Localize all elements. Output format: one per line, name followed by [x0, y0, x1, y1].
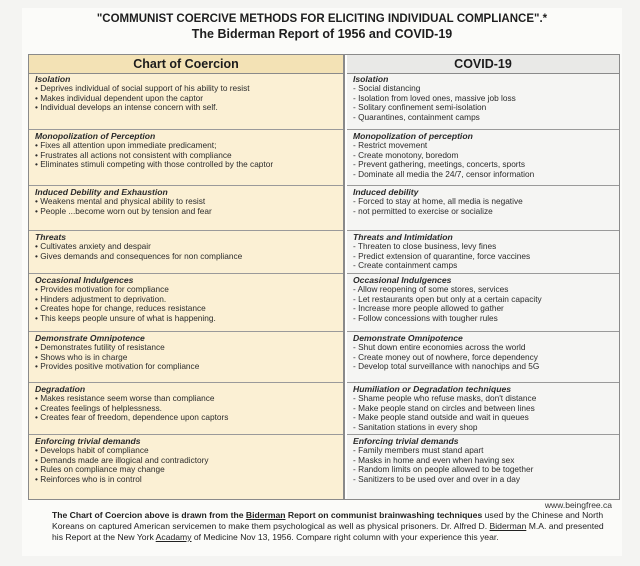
right-section: [347, 382, 619, 434]
section-item: • Frustrates all actions not consistent with compliance: [35, 151, 337, 161]
document-sheet: [22, 8, 622, 556]
footer-bold-2: Report on communist brainwashing techniques: [285, 510, 483, 520]
covid-column: [347, 55, 619, 499]
left-section: [29, 230, 343, 273]
section-title: Occasional Indulgences: [35, 275, 134, 285]
left-section: [29, 129, 343, 185]
section-item: - Shut down entire economies across the world: [353, 343, 613, 353]
section-item: - Isolation from loved ones, massive job loss: [353, 94, 613, 104]
section-item: • Eliminates stimuli competing with those controlled by the captor: [35, 160, 337, 170]
document-title: [22, 12, 622, 42]
section-item: - Random limits on people allowed to be together: [353, 465, 613, 475]
section-item-list: [353, 84, 613, 122]
left-section: [29, 434, 343, 499]
right-section: [347, 185, 619, 230]
section-item: - Follow concessions with tougher rules: [353, 314, 613, 324]
section-item: - Family members must stand apart: [353, 446, 613, 456]
section-item: - Sanitizers to be used over and over in a day: [353, 475, 613, 485]
section-item: - Create monotony, boredom: [353, 151, 613, 161]
section-item: • Provides motivation for compliance: [35, 285, 337, 295]
section-item: • Creates hope for change, reduces resistance: [35, 304, 337, 314]
right-section: [347, 273, 619, 331]
section-item: - Forced to stay at home, all media is negative: [353, 197, 613, 207]
left-section: [29, 185, 343, 230]
section-item: • Makes individual dependent upon the captor: [35, 94, 337, 104]
section-item: - Restrict movement: [353, 141, 613, 151]
section-title: Isolation: [353, 74, 389, 84]
section-item: • Shows who is in charge: [35, 353, 337, 363]
section-title: Demonstrate Omnipotence: [35, 333, 145, 343]
section-title: Occasional Indulgences: [353, 275, 452, 285]
title-line-2: The Biderman Report of 1956 and COVID-19: [191, 27, 453, 41]
section-item-list: [35, 242, 337, 261]
chart-of-coercion-column: [29, 55, 345, 499]
section-item: • Provides positive motivation for compliance: [35, 362, 337, 372]
section-title: Enforcing trivial demands: [35, 436, 141, 446]
section-title: Monopolization of perception: [353, 131, 473, 141]
section-item: • Fixes all attention upon immediate predicament;: [35, 141, 337, 151]
section-item-list: [353, 141, 613, 179]
section-item: - Make people stand on circles and between lines: [353, 404, 613, 414]
right-section: [347, 129, 619, 185]
section-item: • Weakens mental and physical ability to resist: [35, 197, 337, 207]
footer-note: [52, 510, 612, 543]
section-item: - Predict extension of quarantine, force vaccines: [353, 252, 613, 262]
section-item-list: [35, 197, 337, 216]
section-title: Induced debility: [353, 187, 419, 197]
section-item: • Makes resistance seem worse than compliance: [35, 394, 337, 404]
right-section: [347, 331, 619, 382]
section-item: • Deprives individual of social support of his ability to resist: [35, 84, 337, 94]
section-item: - Dominate all media the 24/7, censor information: [353, 170, 613, 180]
section-item: • Develops habit of compliance: [35, 446, 337, 456]
section-item: • People ...become worn out by tension and fear: [35, 207, 337, 217]
section-item: - Quarantines, containment camps: [353, 113, 613, 123]
section-item: - Develop total surveillance with nanochips and 5G: [353, 362, 613, 372]
section-item: - Create containment camps: [353, 261, 613, 271]
section-item: - Create money out of nowhere, force dependency: [353, 353, 613, 363]
section-item: - Masks in home and even when having sex: [353, 456, 613, 466]
section-item: • Cultivates anxiety and despair: [35, 242, 337, 252]
footer-text-2: M.A. and presented his Report at the New York: [52, 521, 604, 542]
section-title: Enforcing trivial demands: [353, 436, 459, 446]
section-title: Humiliation or Degradation techniques: [353, 384, 512, 394]
section-item: - Threaten to close business, levy fines: [353, 242, 613, 252]
section-title: Degradation: [35, 384, 86, 394]
section-item: - Make people stand outside and wait in queues: [353, 413, 613, 423]
right-section: [347, 230, 619, 273]
section-item-list: [353, 197, 613, 216]
section-item: • Hinders adjustment to deprivation.: [35, 295, 337, 305]
section-item: - Let restaurants open but only at a certain capacity: [353, 295, 613, 305]
section-title: Isolation: [35, 74, 71, 84]
section-item: - Allow reopening of some stores, services: [353, 285, 613, 295]
section-item: - not permitted to exercise or socialize: [353, 207, 613, 217]
footer-text-3: of Medicine Nov 13, 1956. Compare right column with your experience this year.: [191, 532, 499, 542]
comparison-table: [28, 54, 620, 500]
section-item-list: [35, 394, 337, 423]
section-item-list: [35, 343, 337, 372]
footer-biderman-1: Biderman: [245, 510, 286, 520]
section-item: - Solitary confinement semi-isolation: [353, 103, 613, 113]
section-item-list: [35, 285, 337, 323]
right-section: [347, 73, 619, 129]
left-column-header: Chart of Coercion: [29, 55, 343, 74]
section-item-list: [353, 242, 613, 271]
section-item: • Creates fear of freedom, dependence upon captors: [35, 413, 337, 423]
section-item: • Gives demands and consequences for non compliance: [35, 252, 337, 262]
left-section: [29, 73, 343, 129]
section-title: Threats: [35, 232, 67, 242]
section-item: • Reinforces who is in control: [35, 475, 337, 485]
footer-text-1: used by the Chinese and North Koreans on captured American servicemen to make them psychological as well as physical prisoners. Dr. Alfred D.: [52, 510, 604, 531]
title-line-1: "COMMUNIST COERCIVE METHODS FOR ELICITING INDIVIDUAL COMPLIANCE".*: [96, 13, 548, 25]
section-item-list: [353, 343, 613, 372]
section-item: • Rules on compliance may change: [35, 465, 337, 475]
section-item-list: [353, 394, 613, 432]
section-item: - Increase more people allowed to gather: [353, 304, 613, 314]
section-item: • Creates feelings of helplessness.: [35, 404, 337, 414]
section-item-list: [35, 84, 337, 113]
source-url: www.beingfree.ca: [544, 500, 612, 510]
section-title: Threats and Intimidation: [353, 232, 453, 242]
section-item: - Sanitation stations in every shop: [353, 423, 613, 433]
section-title: Demonstrate Omnipotence: [353, 333, 463, 343]
section-item: - Shame people who refuse masks, don't distance: [353, 394, 613, 404]
section-item: • Demonstrates futility of resistance: [35, 343, 337, 353]
left-section: [29, 382, 343, 434]
right-section: [347, 434, 619, 499]
section-item: • This keeps people unsure of what is happening.: [35, 314, 337, 324]
section-item: - Prevent gathering, meetings, concerts, sports: [353, 160, 613, 170]
section-item: • Demands made are illogical and contradictory: [35, 456, 337, 466]
section-title: Induced Debility and Exhaustion: [35, 187, 168, 197]
section-item-list: [35, 446, 337, 484]
section-item-list: [353, 446, 613, 484]
right-column-header: COVID-19: [347, 55, 619, 74]
section-item-list: [353, 285, 613, 323]
left-section: [29, 273, 343, 331]
section-item: • Individual develops an intense concern with self.: [35, 103, 337, 113]
section-item-list: [35, 141, 337, 170]
left-section: [29, 331, 343, 382]
footer-academy: Acadamy: [155, 532, 192, 542]
section-title: Monopolization of Perception: [35, 131, 156, 141]
footer-biderman-2: Biderman: [489, 521, 527, 531]
section-item: - Social distancing: [353, 84, 613, 94]
footer-bold-1: The Chart of Coercion above is drawn from the: [52, 510, 246, 520]
